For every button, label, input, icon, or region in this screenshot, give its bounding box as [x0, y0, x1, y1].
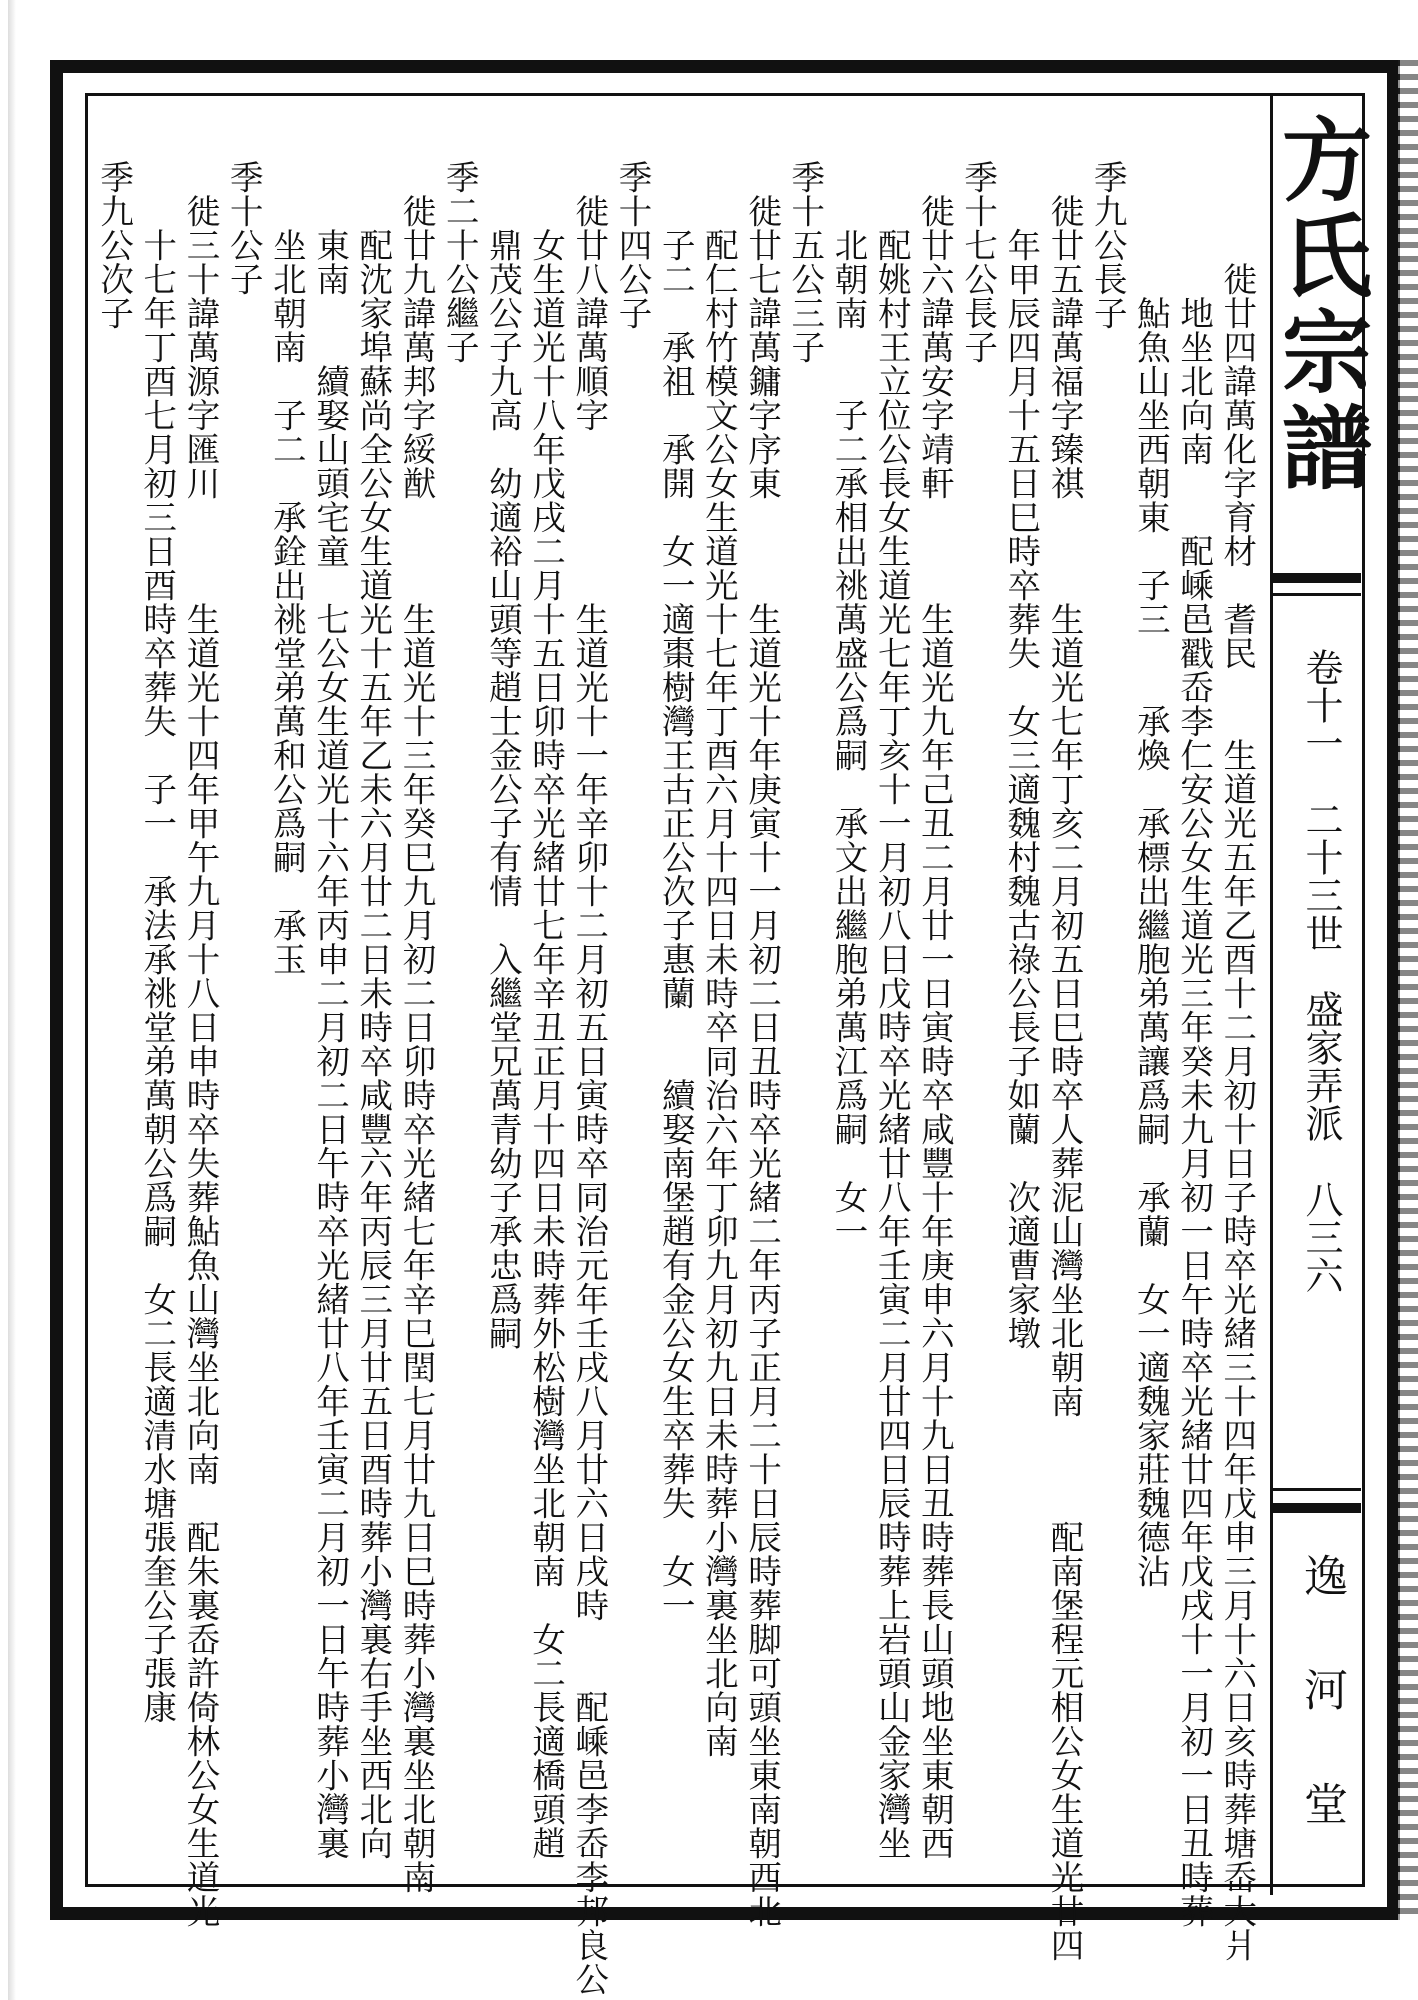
- chapter-info: 卷十一 二十三世 盛家弄派 八三六: [1299, 648, 1343, 1294]
- text-column: 徙廿八諱萬順字 生道光十一年辛卯十二月初五日寅時卒同治元年壬戌八月廿六日戌時 配嵊邑李岙李邦良公: [569, 194, 609, 1996]
- text-column: 徙廿九諱萬邦字綏猷 生道光十三年癸巳九月初二日卯時卒光緒七年辛巳閏七月廿九日巳時葬小灣裏坐北朝南: [397, 194, 436, 1894]
- text-column: 年甲辰四月十五日巳時卒葬失 女三適魏村魏古祿公長子如蘭 次適曹家墩: [1001, 228, 1041, 1350]
- text-column: 季二十公繼子: [440, 160, 480, 364]
- text-column: 季九公長子: [1088, 160, 1128, 330]
- text-column: 季九公次子: [94, 160, 134, 330]
- text-column: 配仁村竹模文公女生道光十七年丁酉六月十四日未時卒同治六年丁卯九月初九日未時葬小灣裏坐北向南: [699, 228, 739, 1758]
- text-column: 季十四公子: [613, 160, 652, 330]
- text-column: 徙廿四諱萬化字育材 耆民 生道光五年乙酉十二月初十日子時卒光緒三十四年戊申三月十六日亥時葬塘岙大爿: [1217, 262, 1257, 1962]
- text-column: 徙廿六諱萬安字靖軒 生道光九年己丑二月廿一日寅時卒咸豐十年庚申六月十九日丑時葬長山頭地坐東朝西: [915, 194, 955, 1860]
- text-column: 十七年丁酉七月初三日酉時卒葬失 子一 承法承祧堂弟萬朝公爲嗣 女二長適清水塘張奎公子張康: [137, 228, 177, 1724]
- text-column: 坐北朝南 子二 承銓出祧堂弟萬和公爲嗣 承玉: [267, 228, 307, 976]
- text-column: 子二 承祖 承開 女一適棗樹灣王古正公次子惠蘭 續娶南堡趙有金公女生卒葬失 女一: [656, 228, 696, 1622]
- title-rule-thin: [1273, 593, 1361, 596]
- header-band: [1266, 93, 1372, 1895]
- text-column: 東南 續娶山頭宅童 七公女生道光十六年丙申二月初二日午時卒光緒廿八年壬寅二月初一日午時葬小灣裏: [310, 228, 350, 1860]
- text-column: 配沈家埠蘇尚全公女生道光十五年乙未六月廿二日未時卒咸豐六年丙辰三月廿五日酉時葬小灣裏右手坐西北向: [353, 228, 393, 1860]
- text-column: 季十七公長子: [958, 160, 998, 364]
- text-column: 鮎魚山坐西朝東 子三 承煥 承標出繼胞弟萬讓爲嗣 承蘭 女一適魏家莊魏德沾: [1131, 296, 1171, 1588]
- page-left-edge: [8, 0, 16, 2000]
- text-column: 北朝南 子二承相出祧萬盛公爲嗣 承文出繼胞弟萬江爲嗣 女一: [829, 228, 868, 1248]
- page-title: 方氏宗譜: [1266, 113, 1372, 497]
- text-column: 徙廿七諱萬鏞字序東 生道光十年庚寅十一月初二日丑時卒光緒二年丙子正月二十日辰時葬脚可頭坐東南朝西北: [742, 194, 782, 1928]
- text-column: 徙廿五諱萬福字臻祺 生道光七年丁亥二月初五日巳時卒人葬泥山灣坐北朝南 配南堡程元相公女生道光廿四: [1045, 194, 1084, 1962]
- hall-rule-thick: [1273, 1503, 1361, 1513]
- hall-rule-thin: [1273, 1488, 1361, 1491]
- text-column: 地坐北向南 配嵊邑戳岙李仁安公女生道光三年癸未九月初一日午時卒光緒廿四年戊戌十一月初一日丑時葬: [1174, 296, 1214, 1928]
- text-column: 季十五公三子: [785, 160, 825, 364]
- text-column: 季十公子: [224, 160, 264, 296]
- binding-edge: [1398, 60, 1418, 1920]
- text-column: 鼎茂公子九高 幼適裕山頭等趙士金公子有情 入繼堂兄萬青幼子承忠爲嗣: [483, 228, 523, 1350]
- genealogy-text: [94, 160, 1260, 1996]
- title-rule-thick: [1273, 573, 1361, 583]
- text-column: 徙三十諱萬源字匯川 生道光十四年甲午九月十八日申時卒失葬鮎魚山灣坐北向南 配朱裏岙許倚林公女生道光: [181, 194, 220, 1928]
- hall-name: 逸河堂: [1296, 1553, 1347, 1895]
- text-column: 女生道光十八年戊戌二月十五日卯時卒光緒廿七年辛丑正月十四日未時葬外松樹灣坐北朝南 女二長適橋頭趙: [526, 228, 566, 1860]
- text-column: 配姚村王立位公長女生道光七年丁亥十一月初八日戊時卒光緒廿八年壬寅二月廿四日辰時葬上岩頭山金家灣坐: [872, 228, 912, 1860]
